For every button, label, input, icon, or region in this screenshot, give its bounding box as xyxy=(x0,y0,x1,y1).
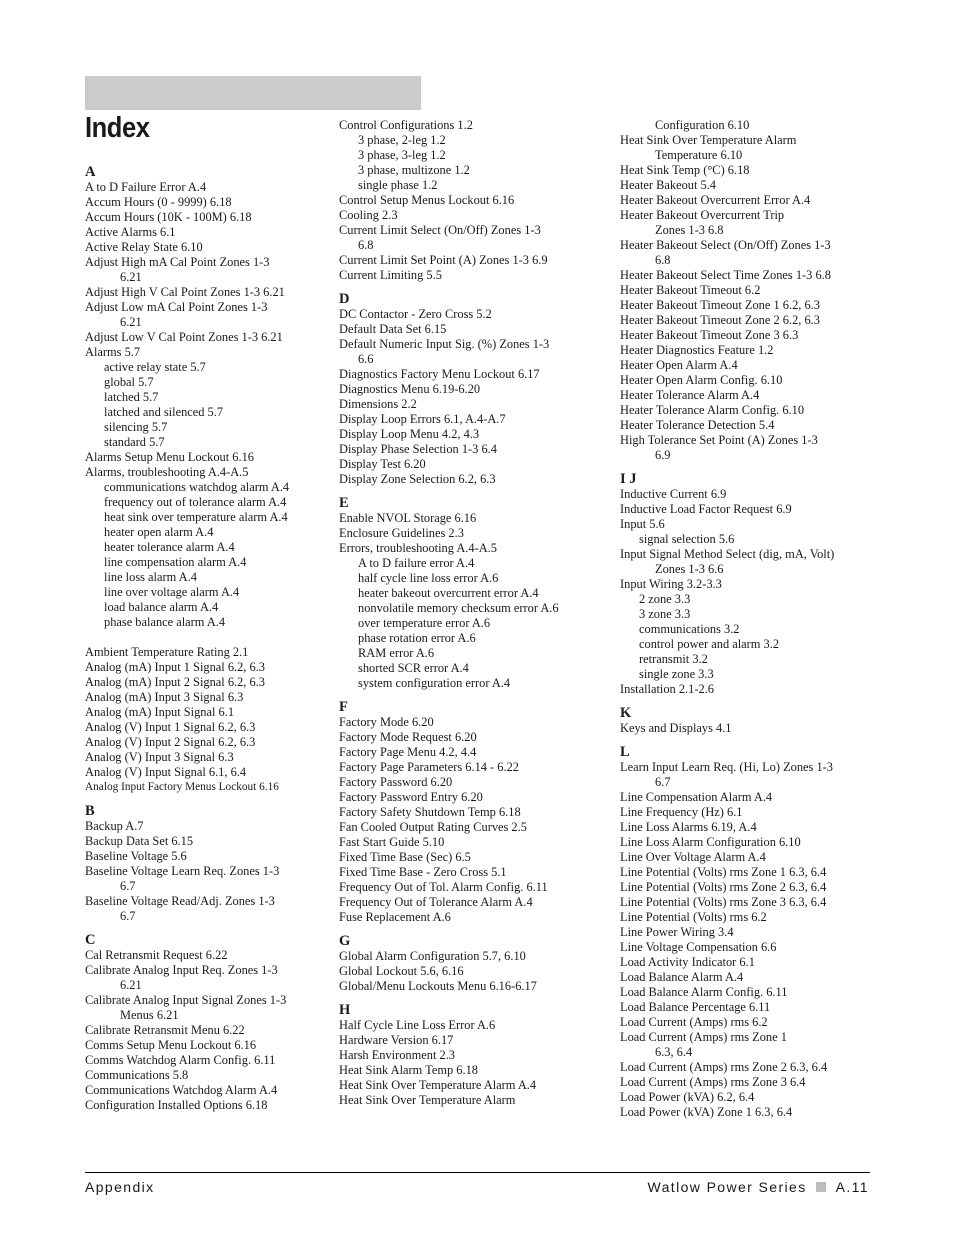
index-subentry: over temperature error A.6 xyxy=(358,616,491,630)
footer-page-info xyxy=(648,1179,870,1195)
index-subentry: 6.6 xyxy=(358,352,374,366)
index-entry: Accum Hours (0 - 9999) 6.18 xyxy=(85,195,232,209)
index-subentry: phase rotation error A.6 xyxy=(358,631,476,645)
index-entry: Adjust Low mA Cal Point Zones 1-3 xyxy=(85,300,268,314)
index-subentry: RAM error A.6 xyxy=(358,646,435,660)
index-subentry: line loss alarm A.4 xyxy=(104,570,197,584)
index-entry: Inductive Current 6.9 xyxy=(620,487,727,501)
index-entry: Load Activity Indicator 6.1 xyxy=(620,955,755,969)
index-subentry: heater bakeout overcurrent error A.4 xyxy=(358,586,539,600)
index-entry: Comms Setup Menu Lockout 6.16 xyxy=(85,1038,257,1052)
index-entry: Installation 2.1-2.6 xyxy=(620,682,714,696)
index-entry: Accum Hours (10K - 100M) 6.18 xyxy=(85,210,252,224)
index-entry: Heater Bakeout Timeout Zone 1 6.2, 6.3 xyxy=(620,298,820,312)
index-entry: Fixed Time Base - Zero Cross 5.1 xyxy=(339,865,507,879)
index-entry: Heater Bakeout Timeout Zone 2 6.2, 6.3 xyxy=(620,313,820,327)
index-subentry: shorted SCR error A.4 xyxy=(358,661,469,675)
index-entry: Display Zone Selection 6.2, 6.3 xyxy=(339,472,496,486)
footer-section-label: Appendix xyxy=(85,1179,155,1195)
index-entry: Heat Sink Over Temperature Alarm A.4 xyxy=(339,1078,537,1092)
index-subentry: latched 5.7 xyxy=(104,390,159,404)
index-subentry: communications 3.2 xyxy=(639,622,740,636)
index-column-3 xyxy=(620,118,834,1120)
index-subentry: 6.21 xyxy=(120,315,142,329)
index-subentry: Temperature 6.10 xyxy=(655,148,743,162)
index-entry: Line Potential (Volts) rms 6.2 xyxy=(620,910,767,924)
index-entry: Control Setup Menus Lockout 6.16 xyxy=(339,193,515,207)
entry-gap xyxy=(85,630,289,645)
index-column-2 xyxy=(339,118,559,1108)
index-entry: Heater Tolerance Detection 5.4 xyxy=(620,418,775,432)
index-entry: Fuse Replacement A.6 xyxy=(339,910,451,924)
index-entry: Global/Menu Lockouts Menu 6.16-6.17 xyxy=(339,979,537,993)
index-subentry: 6.8 xyxy=(358,238,374,252)
index-subentry: 3 zone 3.3 xyxy=(639,607,691,621)
index-subentry: heater tolerance alarm A.4 xyxy=(104,540,235,554)
index-entry: A to D Failure Error A.4 xyxy=(85,180,207,194)
index-entry: Keys and Displays 4.1 xyxy=(620,721,732,735)
index-entry: Factory Password Entry 6.20 xyxy=(339,790,483,804)
index-entry: Heater Diagnostics Feature 1.2 xyxy=(620,343,774,357)
index-entry: Adjust High V Cal Point Zones 1-3 6.21 xyxy=(85,285,285,299)
index-entry: Load Current (Amps) rms Zone 1 xyxy=(620,1030,787,1044)
index-entry: Load Current (Amps) rms Zone 3 6.4 xyxy=(620,1075,806,1089)
index-entry: Factory Mode 6.20 xyxy=(339,715,434,729)
index-entry: Calibrate Retransmit Menu 6.22 xyxy=(85,1023,245,1037)
footer-rule xyxy=(85,1172,870,1173)
index-entry: Line Power Wiring 3.4 xyxy=(620,925,734,939)
index-subentry: retransmit 3.2 xyxy=(639,652,708,666)
section-letter-heading: L xyxy=(620,744,630,760)
index-entry: Analog (V) Input Signal 6.1, 6.4 xyxy=(85,765,247,779)
index-entry: Heater Bakeout Select (On/Off) Zones 1-3 xyxy=(620,238,831,252)
index-subentry: 6.9 xyxy=(655,448,671,462)
index-entry: Analog (mA) Input 2 Signal 6.2, 6.3 xyxy=(85,675,265,689)
section-letter-heading: E xyxy=(339,495,349,511)
index-subentry: 6.8 xyxy=(655,253,671,267)
index-entry: Line Potential (Volts) rms Zone 3 6.3, 6.4 xyxy=(620,895,827,909)
index-entry: High Tolerance Set Point (A) Zones 1-3 xyxy=(620,433,818,447)
index-entry: Default Data Set 6.15 xyxy=(339,322,447,336)
index-subentry: heater open alarm A.4 xyxy=(104,525,214,539)
index-entry: Alarms 5.7 xyxy=(85,345,141,359)
index-entry: Harsh Environment 2.3 xyxy=(339,1048,455,1062)
index-entry: Load Power (kVA) Zone 1 6.3, 6.4 xyxy=(620,1105,793,1119)
header-bar xyxy=(85,76,421,110)
index-subentry: 3 phase, 3-leg 1.2 xyxy=(358,148,446,162)
index-entry: Communications Watchdog Alarm A.4 xyxy=(85,1083,278,1097)
index-entry: Enable NVOL Storage 6.16 xyxy=(339,511,477,525)
index-entry: Alarms, troubleshooting A.4-A.5 xyxy=(85,465,249,479)
index-subentry: 6.21 xyxy=(120,270,142,284)
index-entry: Calibrate Analog Input Signal Zones 1-3 xyxy=(85,993,287,1007)
index-subentry: nonvolatile memory checksum error A.6 xyxy=(358,601,559,615)
section-letter-heading: I J xyxy=(620,471,637,487)
index-entry: Display Test 6.20 xyxy=(339,457,426,471)
index-column-1 xyxy=(85,165,289,1113)
index-entry: Factory Page Menu 4.2, 4.4 xyxy=(339,745,477,759)
index-entry: Input Signal Method Select (dig, mA, Volt) xyxy=(620,547,835,561)
index-entry: Factory Password 6.20 xyxy=(339,775,453,789)
index-entry: Global Alarm Configuration 5.7, 6.10 xyxy=(339,949,526,963)
index-subentry: 6.21 xyxy=(120,978,142,992)
index-entry: Heater Open Alarm Config. 6.10 xyxy=(620,373,783,387)
section-letter-heading: B xyxy=(85,803,95,819)
index-subentry: line over voltage alarm A.4 xyxy=(104,585,240,599)
section-letter-heading: F xyxy=(339,699,348,715)
index-entry: Line Loss Alarm Configuration 6.10 xyxy=(620,835,801,849)
index-subentry: load balance alarm A.4 xyxy=(104,600,219,614)
index-entry: Load Balance Alarm A.4 xyxy=(620,970,744,984)
index-subentry: 6.7 xyxy=(120,879,136,893)
index-subentry: Zones 1-3 6.8 xyxy=(655,223,724,237)
index-subentry: signal selection 5.6 xyxy=(639,532,735,546)
index-subentry: half cycle line loss error A.6 xyxy=(358,571,499,585)
index-entry: DC Contactor - Zero Cross 5.2 xyxy=(339,307,492,321)
index-entry: Communications 5.8 xyxy=(85,1068,189,1082)
index-subentry: Configuration 6.10 xyxy=(655,118,750,132)
index-entry: Backup Data Set 6.15 xyxy=(85,834,194,848)
index-entry: Hardware Version 6.17 xyxy=(339,1033,454,1047)
index-entry: Half Cycle Line Loss Error A.6 xyxy=(339,1018,496,1032)
index-entry: Adjust Low V Cal Point Zones 1-3 6.21 xyxy=(85,330,283,344)
index-entry: Fixed Time Base (Sec) 6.5 xyxy=(339,850,471,864)
index-subentry: active relay state 5.7 xyxy=(104,360,206,374)
index-subentry: global 5.7 xyxy=(104,375,154,389)
index-subentry: 3 phase, multizone 1.2 xyxy=(358,163,470,177)
index-entry: Cooling 2.3 xyxy=(339,208,398,222)
index-entry: Factory Mode Request 6.20 xyxy=(339,730,477,744)
index-entry: Fan Cooled Output Rating Curves 2.5 xyxy=(339,820,527,834)
index-entry: Global Lockout 5.6, 6.16 xyxy=(339,964,464,978)
index-entry: Learn Input Learn Req. (Hi, Lo) Zones 1-3 xyxy=(620,760,833,774)
index-entry: Current Limiting 5.5 xyxy=(339,268,442,282)
index-entry: Heat Sink Over Temperature Alarm xyxy=(620,133,797,147)
index-entry: Input 5.6 xyxy=(620,517,665,531)
section-letter-heading: C xyxy=(85,932,96,948)
index-subentry: Zones 1-3 6.6 xyxy=(655,562,724,576)
index-entry: Load Balance Percentage 6.11 xyxy=(620,1000,771,1014)
index-entry: Load Balance Alarm Config. 6.11 xyxy=(620,985,788,999)
index-subentry: heat sink over temperature alarm A.4 xyxy=(104,510,288,524)
index-entry: Line Over Voltage Alarm A.4 xyxy=(620,850,766,864)
index-subentry: communications watchdog alarm A.4 xyxy=(104,480,290,494)
index-subentry: system configuration error A.4 xyxy=(358,676,511,690)
index-entry: Line Frequency (Hz) 6.1 xyxy=(620,805,743,819)
index-subentry: single zone 3.3 xyxy=(639,667,714,681)
index-entry: Analog (V) Input 3 Signal 6.3 xyxy=(85,750,234,764)
index-entry: Line Compensation Alarm A.4 xyxy=(620,790,773,804)
index-entry: Diagnostics Factory Menu Lockout 6.17 xyxy=(339,367,540,381)
index-subentry: silencing 5.7 xyxy=(104,420,168,434)
index-entry: Heater Bakeout Overcurrent Trip xyxy=(620,208,785,222)
index-entry: Heat Sink Alarm Temp 6.18 xyxy=(339,1063,478,1077)
index-subentry: latched and silenced 5.7 xyxy=(104,405,224,419)
index-entry: Active Alarms 6.1 xyxy=(85,225,176,239)
index-entry: Analog (V) Input 1 Signal 6.2, 6.3 xyxy=(85,720,256,734)
index-entry: Factory Page Parameters 6.14 - 6.22 xyxy=(339,760,519,774)
index-entry: Load Current (Amps) rms 6.2 xyxy=(620,1015,768,1029)
index-entry: Heater Bakeout Overcurrent Error A.4 xyxy=(620,193,811,207)
index-entry: Baseline Voltage Read/Adj. Zones 1-3 xyxy=(85,894,275,908)
index-entry: Diagnostics Menu 6.19-6.20 xyxy=(339,382,481,396)
index-entry: Backup A.7 xyxy=(85,819,144,833)
index-entry: Heat Sink Temp (°C) 6.18 xyxy=(620,163,750,177)
index-subentry: control power and alarm 3.2 xyxy=(639,637,780,651)
index-entry: Configuration Installed Options 6.18 xyxy=(85,1098,268,1112)
index-entry: Heater Tolerance Alarm Config. 6.10 xyxy=(620,403,805,417)
index-subentry: frequency out of tolerance alarm A.4 xyxy=(104,495,287,509)
index-subentry: 6.3, 6.4 xyxy=(655,1045,693,1059)
index-entry: Current Limit Set Point (A) Zones 1-3 6.9 xyxy=(339,253,548,267)
index-entry: Line Loss Alarms 6.19, A.4 xyxy=(620,820,757,834)
section-letter-heading: G xyxy=(339,933,351,949)
index-entry: Cal Retransmit Request 6.22 xyxy=(85,948,228,962)
separator-square-icon xyxy=(816,1182,826,1192)
index-entry: Analog (mA) Input 3 Signal 6.3 xyxy=(85,690,244,704)
index-entry: Active Relay State 6.10 xyxy=(85,240,203,254)
index-subentry: phase balance alarm A.4 xyxy=(104,615,226,629)
index-entry: Heater Bakeout Timeout 6.2 xyxy=(620,283,761,297)
index-entry: Line Potential (Volts) rms Zone 2 6.3, 6.4 xyxy=(620,880,827,894)
index-entry: Heater Bakeout Select Time Zones 1-3 6.8 xyxy=(620,268,831,282)
index-entry: Analog Input Factory Menus Lockout 6.16 xyxy=(85,781,279,793)
index-entry: Heater Bakeout 5.4 xyxy=(620,178,716,192)
index-subentry: 6.7 xyxy=(120,909,136,923)
index-entry: Dimensions 2.2 xyxy=(339,397,417,411)
index-subentry: 3 phase, 2-leg 1.2 xyxy=(358,133,446,147)
index-entry: Enclosure Guidelines 2.3 xyxy=(339,526,464,540)
index-entry: Line Voltage Compensation 6.6 xyxy=(620,940,777,954)
index-subentry: line compensation alarm A.4 xyxy=(104,555,247,569)
index-entry: Line Potential (Volts) rms Zone 1 6.3, 6.4 xyxy=(620,865,827,879)
index-entry: Calibrate Analog Input Req. Zones 1-3 xyxy=(85,963,278,977)
index-entry: Factory Safety Shutdown Temp 6.18 xyxy=(339,805,521,819)
index-entry: Inductive Load Factor Request 6.9 xyxy=(620,502,792,516)
index-subentry: standard 5.7 xyxy=(104,435,165,449)
index-entry: Frequency Out of Tol. Alarm Config. 6.11 xyxy=(339,880,548,894)
index-entry: Current Limit Select (On/Off) Zones 1-3 xyxy=(339,223,541,237)
section-letter-heading: D xyxy=(339,291,350,307)
index-entry: Control Configurations 1.2 xyxy=(339,118,473,132)
index-entry: Errors, troubleshooting A.4-A.5 xyxy=(339,541,497,555)
index-entry: Ambient Temperature Rating 2.1 xyxy=(85,645,249,659)
section-letter-heading: H xyxy=(339,1002,351,1018)
index-entry: Baseline Voltage 5.6 xyxy=(85,849,187,863)
index-entry: Analog (V) Input 2 Signal 6.2, 6.3 xyxy=(85,735,256,749)
index-entry: Fast Start Guide 5.10 xyxy=(339,835,445,849)
index-entry: Baseline Voltage Learn Req. Zones 1-3 xyxy=(85,864,280,878)
index-entry: Analog (mA) Input 1 Signal 6.2, 6.3 xyxy=(85,660,265,674)
footer-page-number: A.11 xyxy=(835,1179,869,1195)
index-entry: Default Numeric Input Sig. (%) Zones 1-3 xyxy=(339,337,550,351)
index-entry: Display Phase Selection 1-3 6.4 xyxy=(339,442,497,456)
index-entry: Comms Watchdog Alarm Config. 6.11 xyxy=(85,1053,276,1067)
index-subentry: 2 zone 3.3 xyxy=(639,592,691,606)
index-entry: Frequency Out of Tolerance Alarm A.4 xyxy=(339,895,533,909)
index-subentry: A to D failure error A.4 xyxy=(358,556,475,570)
index-entry: Adjust High mA Cal Point Zones 1-3 xyxy=(85,255,270,269)
index-entry: Display Loop Menu 4.2, 4.3 xyxy=(339,427,480,441)
footer-publication-title: Watlow Power Series xyxy=(647,1179,807,1195)
index-entry: Heater Tolerance Alarm A.4 xyxy=(620,388,760,402)
index-subentry: Menus 6.21 xyxy=(120,1008,179,1022)
index-subentry: single phase 1.2 xyxy=(358,178,438,192)
index-entry: Heater Open Alarm A.4 xyxy=(620,358,738,372)
index-entry: Load Current (Amps) rms Zone 2 6.3, 6.4 xyxy=(620,1060,828,1074)
page-title: Index xyxy=(85,112,150,144)
index-entry: Alarms Setup Menu Lockout 6.16 xyxy=(85,450,254,464)
index-entry: Analog (mA) Input Signal 6.1 xyxy=(85,705,235,719)
index-entry: Display Loop Errors 6.1, A.4-A.7 xyxy=(339,412,506,426)
index-entry: Heat Sink Over Temperature Alarm xyxy=(339,1093,516,1107)
index-subentry: 6.7 xyxy=(655,775,671,789)
index-entry: Load Power (kVA) 6.2, 6.4 xyxy=(620,1090,755,1104)
index-entry: Input Wiring 3.2-3.3 xyxy=(620,577,722,591)
index-entry: Heater Bakeout Timeout Zone 3 6.3 xyxy=(620,328,799,342)
section-letter-heading: A xyxy=(85,164,96,180)
section-letter-heading: K xyxy=(620,705,632,721)
